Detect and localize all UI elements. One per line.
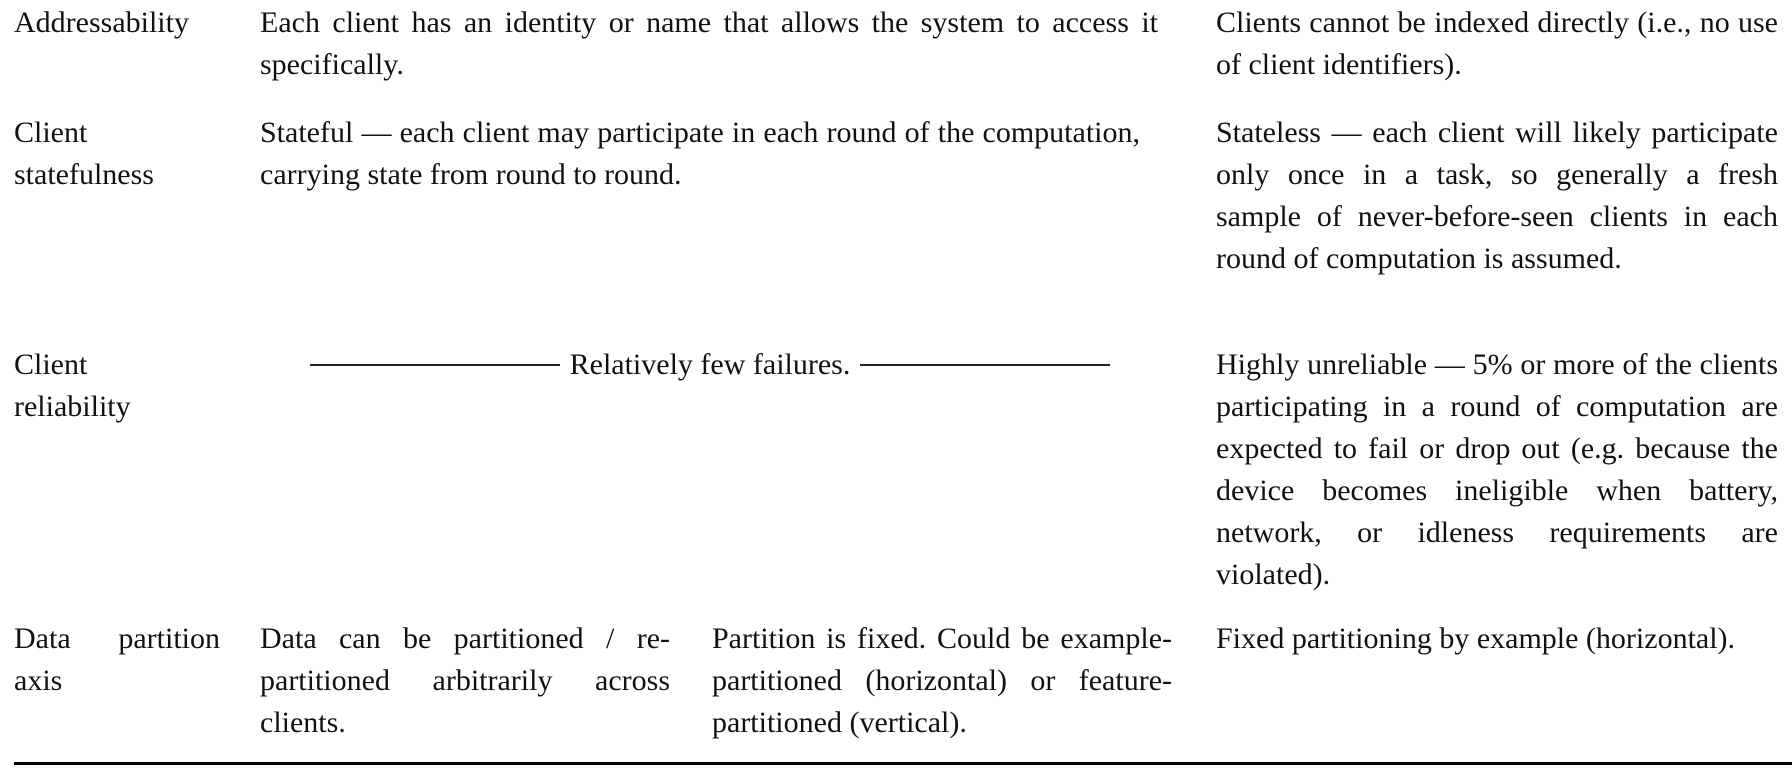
- row-label-client-reliability: Client reliability: [14, 348, 131, 423]
- partition-datacenter: Data can be partitioned / re-partitioned arbitrarily across clients.: [260, 622, 670, 739]
- span-rule-left: [310, 364, 560, 366]
- table-bottom-rule: [14, 762, 1792, 765]
- reliability-spanning-cell: [280, 344, 1140, 386]
- partition-cross-silo: Partition is fixed. Could be example-partitioned (horizontal) or feature-partitioned (vertical).: [712, 622, 1172, 739]
- addressability-datacenter: Each client has an identity or name that allows the system to access it specifically.: [260, 6, 1158, 81]
- partition-cross-device: Fixed partitioning by example (horizontal).: [1216, 622, 1736, 655]
- addressability-cross-device: Clients cannot be indexed directly (i.e., no use of client identifiers).: [1216, 6, 1778, 81]
- row-label-data-partition-axis: Data partition axis: [14, 622, 220, 697]
- reliability-cross-device: Highly unreliable — 5% or more of the clients participating in a round of computation are expected to fail or drop out (e.g. because the device becomes ineligible when battery, network, or idleness requirements are violated).: [1216, 348, 1778, 591]
- statefulness-datacenter: Stateful — each client may participate in each round of the computation, carrying state from round to round.: [260, 116, 1140, 191]
- row-label-addressability: Addressability: [14, 6, 189, 39]
- statefulness-cross-device: Stateless — each client will likely participate only once in a task, so generally a fresh sample of never-before-seen clients in each round of computation is assumed.: [1216, 116, 1778, 275]
- span-rule-right: [860, 364, 1110, 366]
- row-label-client-statefulness: Client statefulness: [14, 116, 154, 191]
- reliability-shared-text: Relatively few failures.: [569, 348, 851, 381]
